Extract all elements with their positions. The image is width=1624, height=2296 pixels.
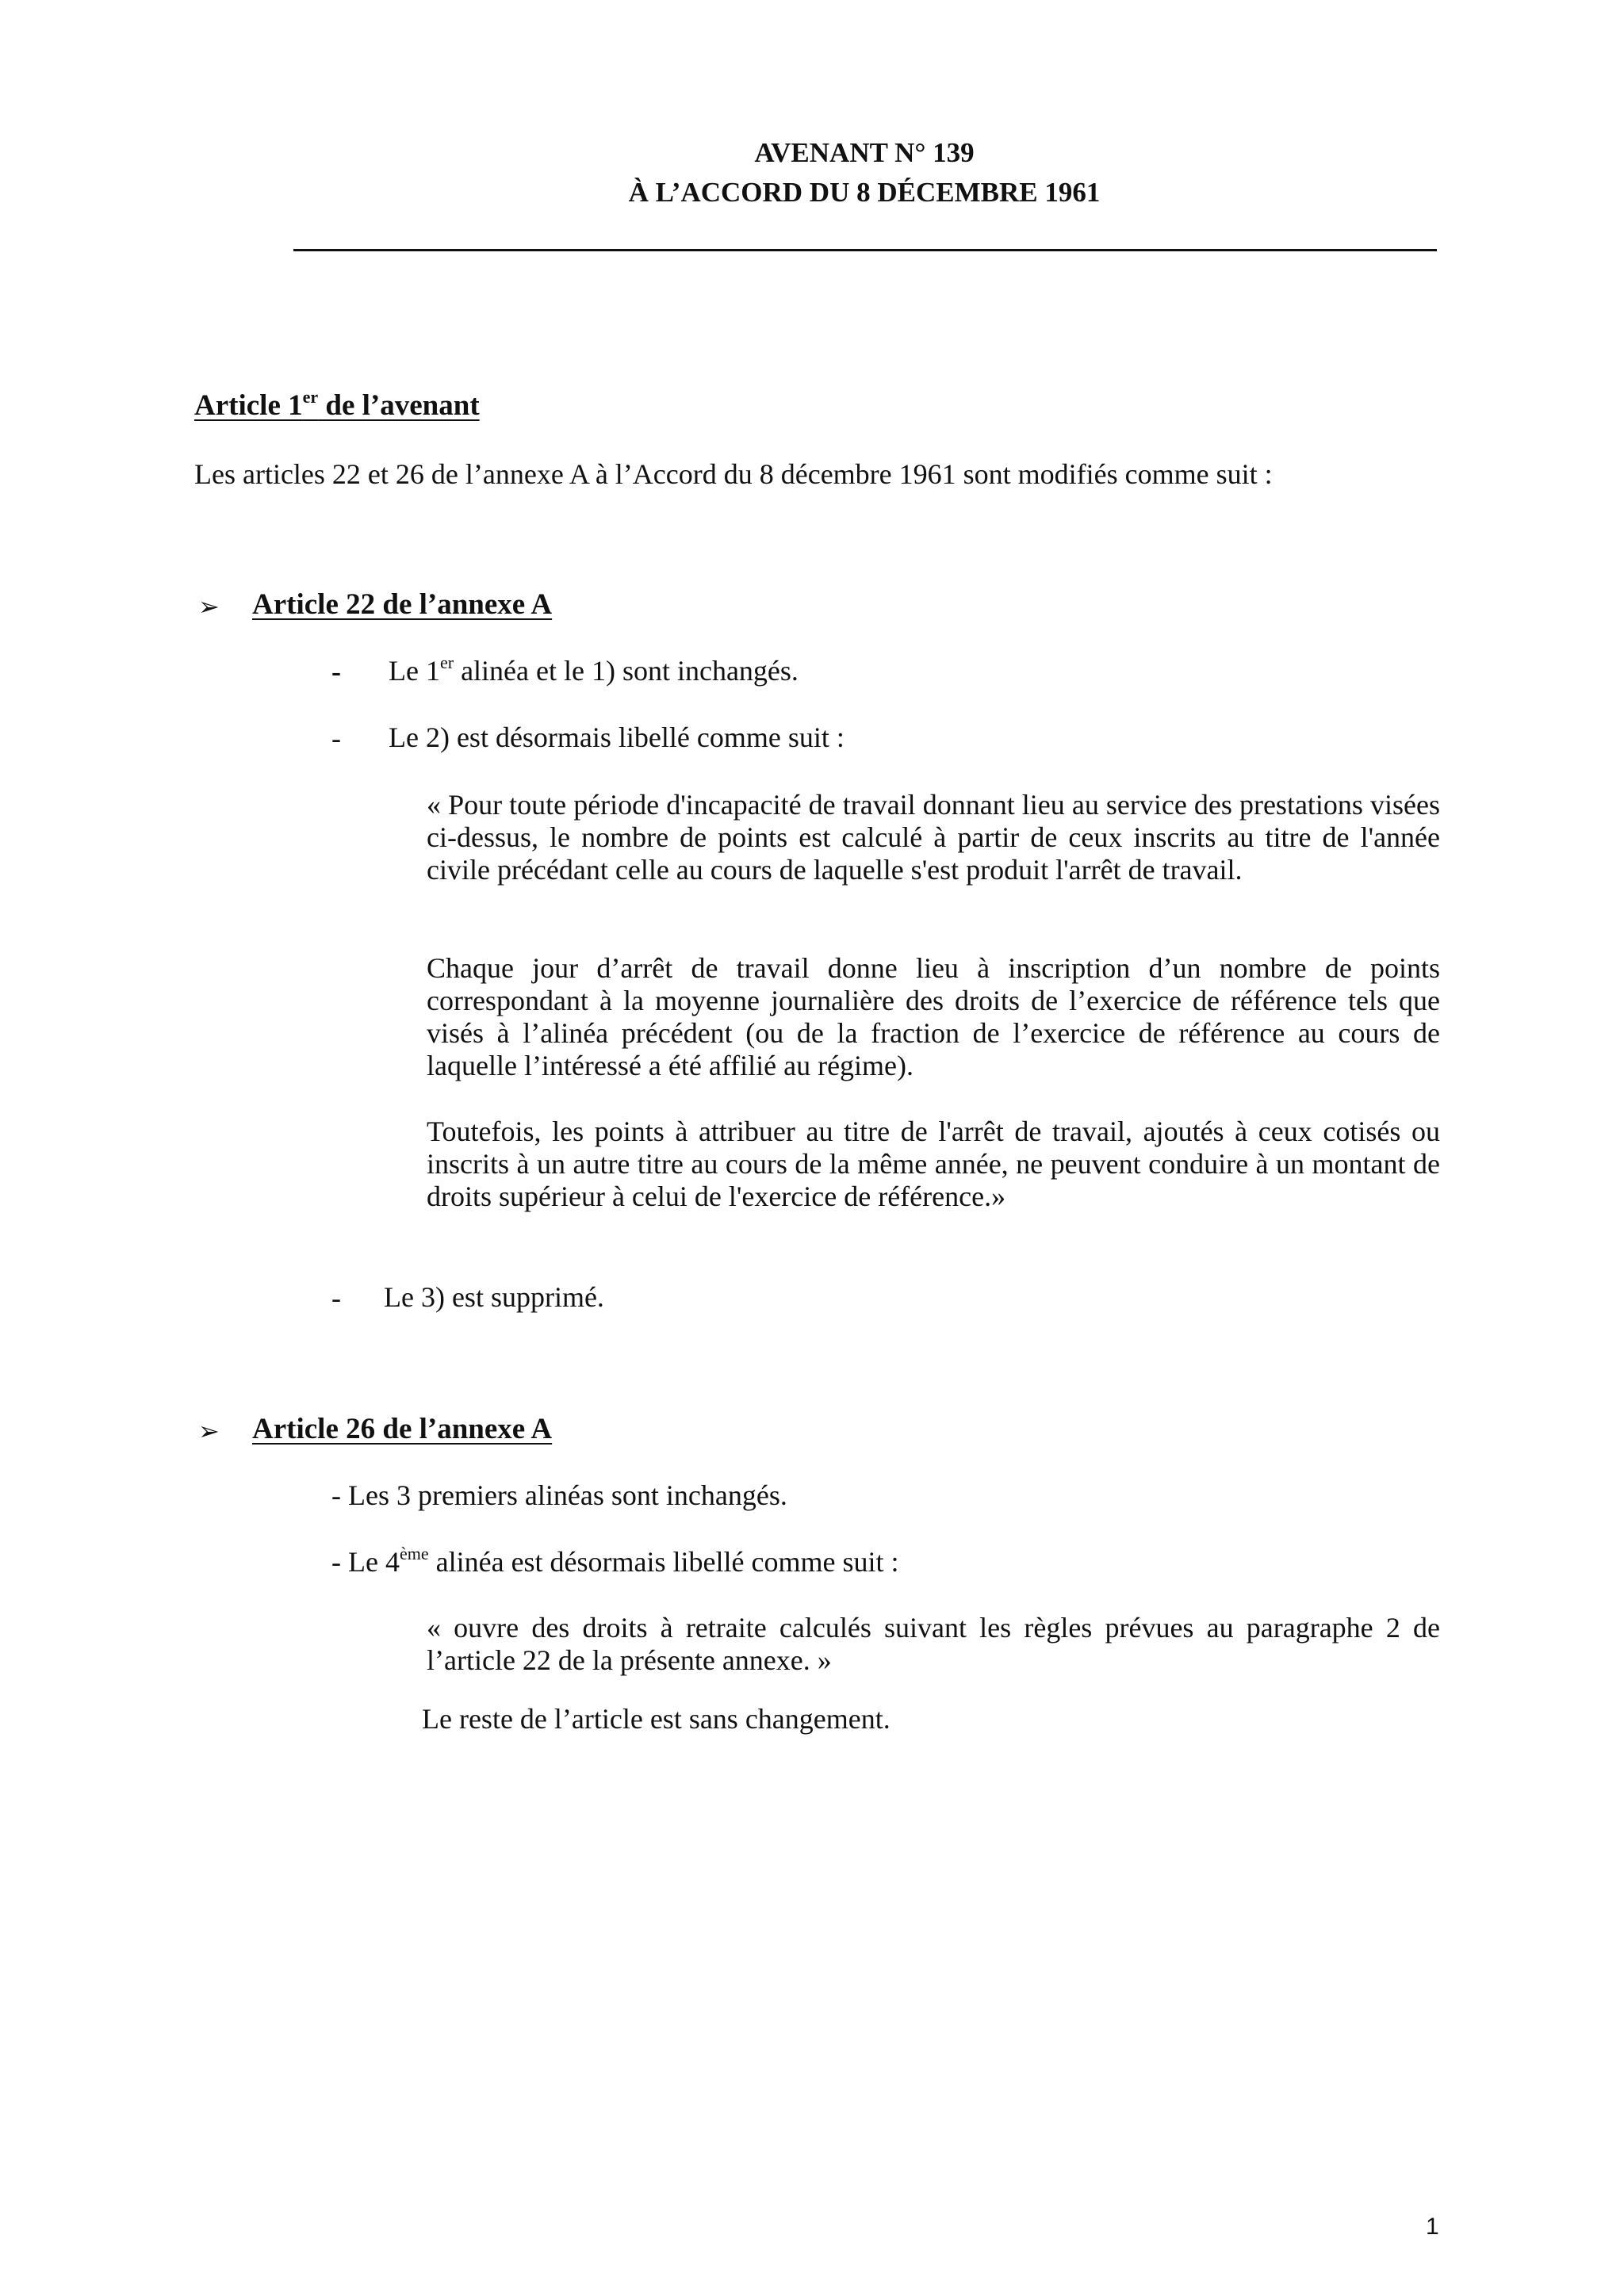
item-2-sup: ème bbox=[399, 1544, 429, 1563]
article-1-intro: Les articles 22 et 26 de l’annexe A à l’Accord du 8 décembre 1961 sont modifiés comme suit : bbox=[194, 458, 1273, 490]
title-rule bbox=[293, 249, 1437, 251]
article-22-item-1 bbox=[389, 652, 799, 687]
title-line-2: À L’ACCORD DU 8 DÉCEMBRE 1961 bbox=[628, 177, 1101, 208]
quote-paragraph-3: Toutefois, les points à attribuer au titre de l'arrêt de travail, ajoutés à ceux cotisés ou inscrits à un autre titre au cours de la même année, ne peuvent conduire à un montant de droits supérieur à celui de l'exercice de référence.» bbox=[427, 1115, 1440, 1212]
item-1-text: Le 1 bbox=[389, 655, 440, 687]
article-26-item-2 bbox=[331, 1546, 898, 1578]
dash-marker: - bbox=[331, 1282, 341, 1314]
bullet-arrow-icon: ➢ bbox=[198, 1417, 220, 1445]
item-1-suffix: alinéa et le 1) sont inchangés. bbox=[454, 655, 799, 687]
item-1-sup: er bbox=[439, 652, 454, 672]
article-22-item-3: Le 3) est supprimé. bbox=[384, 1281, 604, 1313]
item-2-text: - Le 4 bbox=[331, 1546, 400, 1578]
article-22-heading: Article 22 de l’annexe A bbox=[252, 588, 553, 621]
article-1-heading bbox=[194, 388, 480, 423]
quote-paragraph-1: « Pour toute période d'incapacité de travail donnant lieu au service des prestations visées ci-dessus, le nombre de points est calculé à partir de ceux inscrits au titre de l'année civile précédant celle au cours de laquelle s'est produit l'arrêt de travail. bbox=[427, 789, 1440, 886]
dash-marker: - bbox=[331, 722, 341, 754]
article-26-rest: Le reste de l’article est sans changement. bbox=[422, 1703, 891, 1735]
bullet-arrow-icon: ➢ bbox=[198, 592, 220, 621]
page-number: 1 bbox=[1426, 2214, 1439, 2240]
article-26-heading: Article 26 de l’annexe A bbox=[252, 1413, 553, 1445]
article-22-item-2: Le 2) est désormais libellé comme suit : bbox=[389, 721, 845, 753]
dash-marker: - bbox=[331, 656, 341, 687]
article-1-heading-sup: er bbox=[302, 386, 319, 407]
title-line-1: AVENANT N° 139 bbox=[754, 137, 975, 168]
article-1-heading-suffix: de l’avenant bbox=[318, 389, 480, 422]
quote-paragraph-2: Chaque jour d’arrêt de travail donne lieu à inscription d’un nombre de points correspondant à la moyenne journalière des droits de l’exercice de référence tels que visés à l’alinéa précédent (ou de la fraction de l’exercice de référence au cours de laquelle l’intéressé a été affilié au régime). bbox=[427, 952, 1440, 1081]
article-26-item-1: - Les 3 premiers alinéas sont inchangés. bbox=[331, 1479, 787, 1511]
article-26-quote: « ouvre des droits à retraite calculés suivant les règles prévues au paragraphe 2 de l’article 22 de la présente annexe. » bbox=[427, 1612, 1440, 1676]
item-2-suffix: alinéa est désormais libellé comme suit : bbox=[428, 1546, 899, 1578]
document-title bbox=[293, 133, 1435, 212]
article-1-heading-text: Article 1 bbox=[194, 389, 303, 422]
